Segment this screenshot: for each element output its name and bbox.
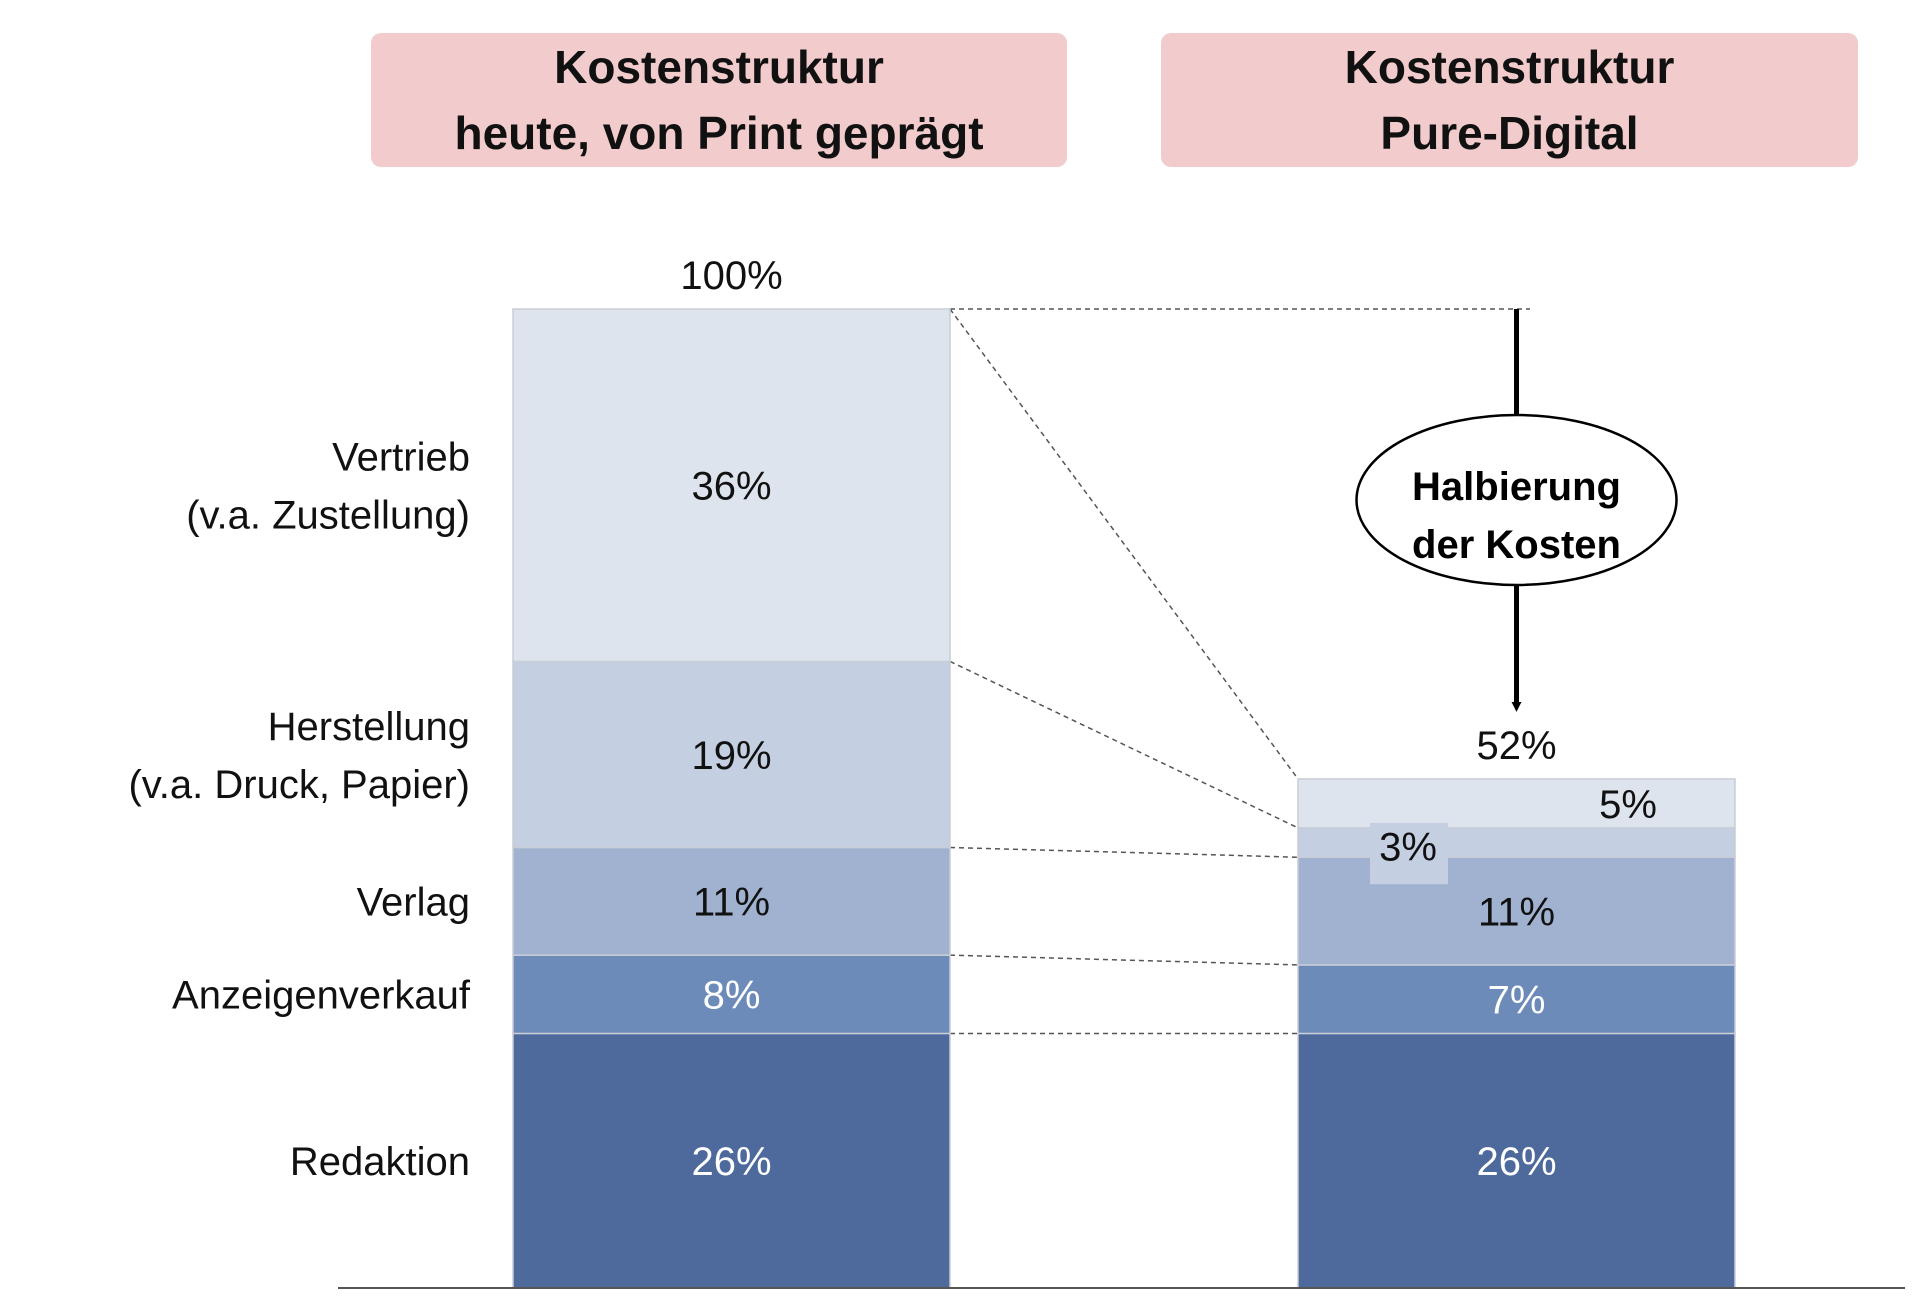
category-label-vertrieb-line-1: Vertrieb — [332, 435, 470, 480]
value-label-herstellung-print: 19% — [691, 733, 772, 778]
connector-line-4 — [950, 661, 1298, 827]
category-label-herstellung-line-1: Herstellung — [267, 704, 470, 749]
connector-line-5 — [950, 309, 1298, 779]
header-right-line-1: Kostenstruktur — [1344, 41, 1675, 93]
value-label-redaktion-digital: 26% — [1476, 1140, 1557, 1185]
value-label-herstellung-digital: 3% — [1379, 825, 1437, 870]
value-label-vertrieb-print: 36% — [691, 464, 772, 509]
connector-line-2 — [950, 955, 1298, 965]
value-label-verlag-digital: 11% — [1477, 890, 1556, 935]
category-label-anzeigenverkauf: Anzeigenverkauf — [172, 973, 470, 1018]
header-left-line-1: Kostenstruktur — [554, 41, 884, 93]
halving-annotation-line-2: der Kosten — [1412, 523, 1621, 567]
value-label-vertrieb-digital: 5% — [1599, 782, 1657, 827]
bar-segment-vertrieb-digital — [1298, 779, 1735, 828]
value-label-anzeigenverkauf-print: 8% — [702, 973, 761, 1018]
connector-line-3 — [950, 847, 1298, 857]
header-right-line-2: Pure-Digital — [1380, 107, 1639, 159]
total-label-print: 100% — [680, 254, 783, 298]
category-label-herstellung-line-2: (v.a. Druck, Papier) — [128, 762, 470, 807]
value-label-anzeigenverkauf-digital: 7% — [1487, 978, 1546, 1023]
category-label-vertrieb-line-2: (v.a. Zustellung) — [186, 493, 470, 538]
halving-annotation-line-1: Halbierung — [1412, 465, 1621, 509]
category-label-verlag: Verlag — [356, 880, 470, 925]
bar-segment-herstellung-digital — [1298, 828, 1735, 857]
halving-annotation — [1357, 309, 1677, 707]
value-label-verlag-print: 11% — [692, 880, 771, 925]
header-left-line-2: heute, von Print geprägt — [454, 107, 984, 159]
total-label-digital: 52% — [1476, 723, 1557, 768]
category-label-redaktion: Redaktion — [289, 1140, 470, 1185]
value-label-redaktion-print: 26% — [691, 1140, 772, 1185]
